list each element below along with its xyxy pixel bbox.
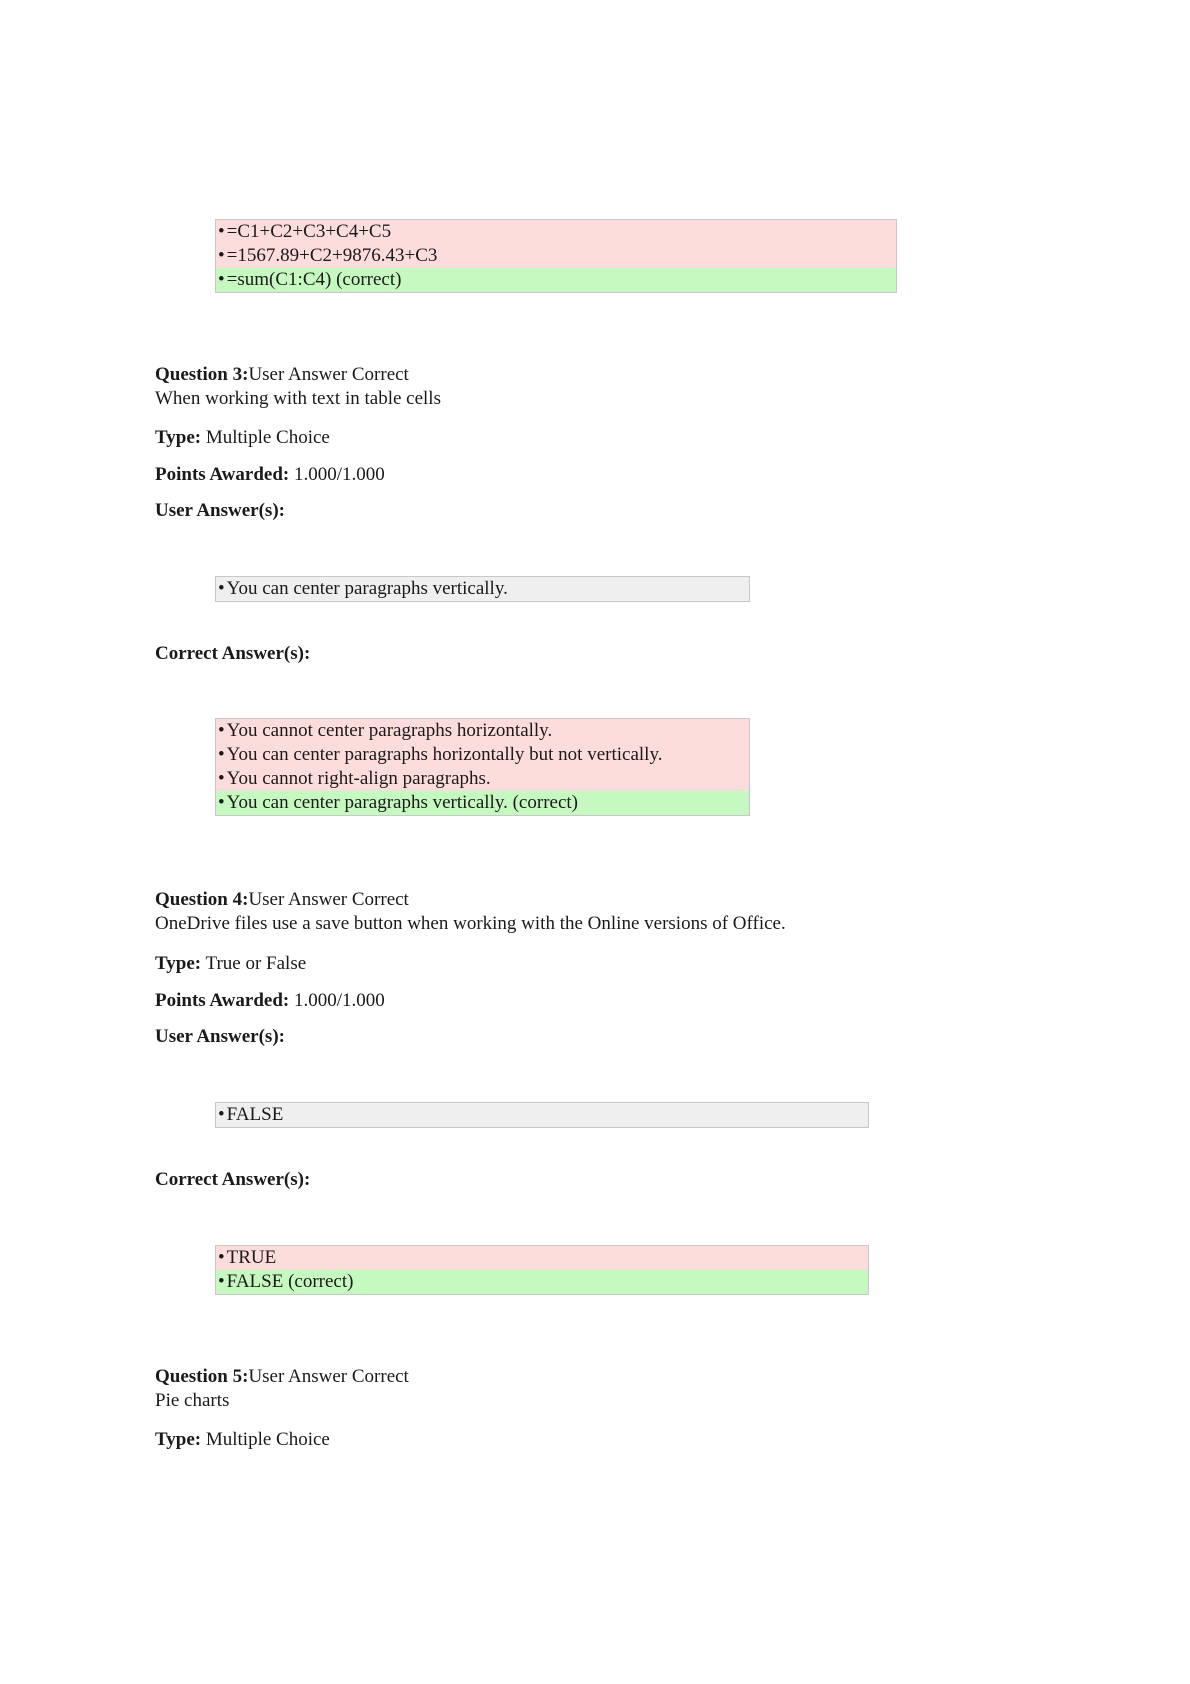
- q4-title: [155, 888, 409, 912]
- q3-user-answers-box: [215, 576, 750, 602]
- answer-option: • You cannot center paragraphs horizontally.: [216, 719, 749, 743]
- q4-prompt: OneDrive files use a save button when working with the Online versions of Office.: [155, 913, 786, 934]
- answer-option: • TRUE: [216, 1246, 868, 1270]
- q3-points: Points Awarded: 1.000/1.000: [155, 464, 385, 485]
- q3-result: User Answer Correct: [248, 364, 409, 385]
- q3-user-answers-label: User Answer(s):: [155, 500, 285, 521]
- answer-option: • =1567.89+C2+9876.43+C3: [216, 244, 896, 268]
- q4-points: Points Awarded: 1.000/1.000: [155, 990, 385, 1011]
- q3-title: [155, 363, 409, 387]
- answer-option-correct: • =sum(C1:C4) (correct): [216, 268, 896, 292]
- q5-prompt: Pie charts: [155, 1390, 230, 1411]
- user-answer: • FALSE: [216, 1103, 868, 1127]
- answer-option-correct: • You can center paragraphs vertically. (correct): [216, 791, 749, 815]
- q4-heading: Question 4:: [155, 889, 249, 910]
- q4-user-answers-label: User Answer(s):: [155, 1026, 285, 1047]
- answer-option: • You cannot right-align paragraphs.: [216, 767, 749, 791]
- q4-result: User Answer Correct: [248, 889, 409, 910]
- answer-option: • =C1+C2+C3+C4+C5: [216, 220, 896, 244]
- user-answer: • You can center paragraphs vertically.: [216, 577, 749, 601]
- q4-user-answers-box: [215, 1102, 869, 1128]
- q3-type: Type: Multiple Choice: [155, 427, 330, 448]
- answer-option: • You can center paragraphs horizontally but not vertically.: [216, 743, 749, 767]
- q5-title: [155, 1365, 409, 1389]
- q3-correct-answers-label: Correct Answer(s):: [155, 643, 311, 664]
- q3-heading: Question 3:: [155, 364, 249, 385]
- q4-correct-answers-box: [215, 1245, 869, 1295]
- q5-result: User Answer Correct: [248, 1366, 409, 1387]
- q2-correct-answers-box: [215, 219, 897, 293]
- q5-type: Type: Multiple Choice: [155, 1429, 330, 1450]
- q5-heading: Question 5:: [155, 1366, 249, 1387]
- q3-prompt: When working with text in table cells: [155, 388, 441, 409]
- q4-type: Type: True or False: [155, 953, 307, 974]
- q4-correct-answers-label: Correct Answer(s):: [155, 1169, 311, 1190]
- q3-correct-answers-box: [215, 718, 750, 816]
- answer-option-correct: • FALSE (correct): [216, 1270, 868, 1294]
